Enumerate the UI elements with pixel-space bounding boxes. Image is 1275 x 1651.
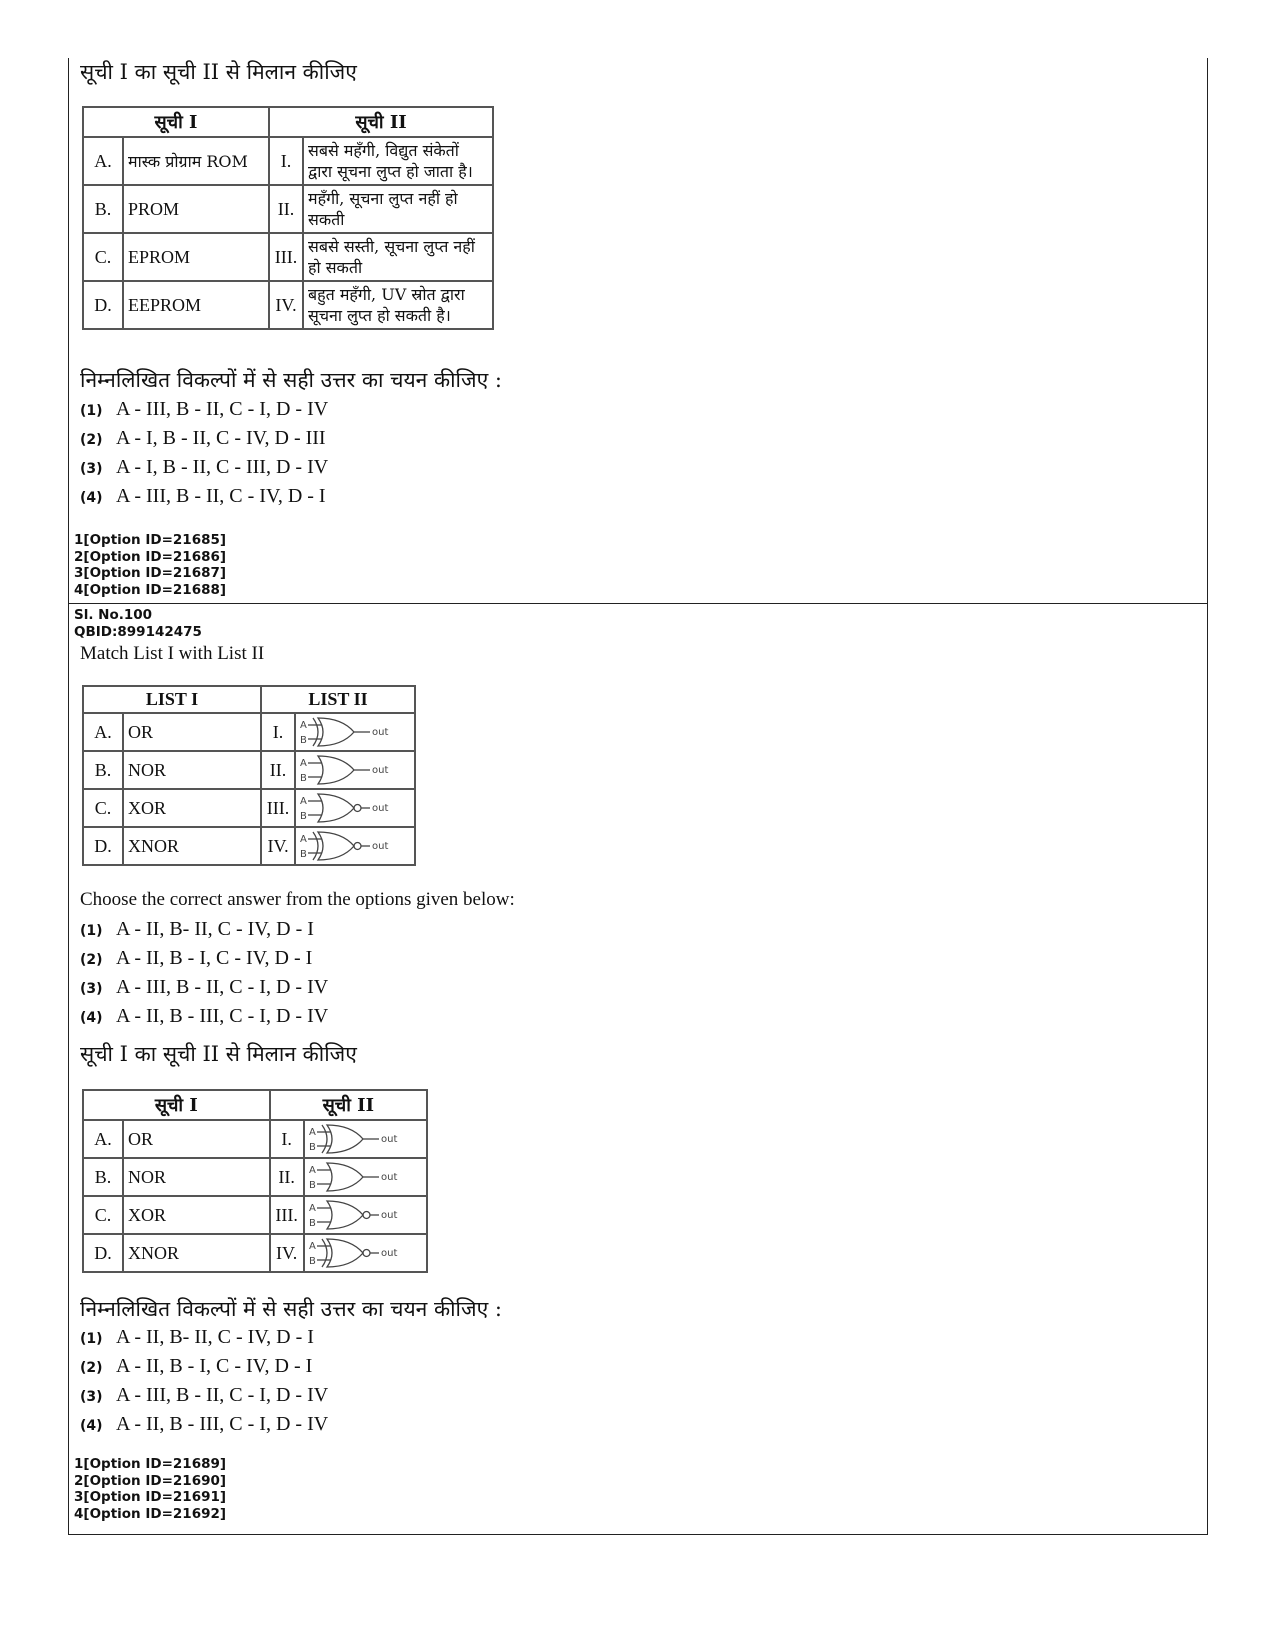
option-id: 1[Option ID=21689] — [74, 1456, 227, 1472]
q99-instruction: निम्नलिखित विकल्पों में से सही उत्तर का चयन कीजिए : — [80, 368, 502, 392]
gate-input-a-label: A — [300, 758, 307, 769]
option-text: A - I, B - II, C - III, D - IV — [116, 456, 329, 478]
row-description: सबसे महँगी, विद्युत संकेतों द्वारा सूचना लुप्त हो जाता है। — [303, 137, 493, 185]
row-term: NOR — [123, 1158, 270, 1196]
row-term: XOR — [123, 1196, 270, 1234]
row-number: III. — [269, 233, 303, 281]
gate-output-label: out — [372, 727, 389, 738]
row-letter: C. — [83, 1196, 123, 1234]
option-id: 2[Option ID=21686] — [74, 548, 227, 565]
list1-header: सूची I — [83, 107, 269, 137]
table-row — [83, 233, 493, 281]
row-number: III. — [261, 789, 295, 827]
option-number: (3) — [80, 461, 103, 477]
table-row — [83, 1196, 427, 1234]
table-row — [83, 789, 415, 827]
table-row — [83, 1234, 427, 1272]
row-letter: C. — [83, 789, 123, 827]
option-4 — [80, 485, 326, 508]
option-number: (4) — [80, 490, 103, 506]
row-term: EPROM — [123, 233, 269, 281]
gate-input-b-label: B — [308, 1218, 316, 1229]
row-letter: D. — [83, 827, 123, 865]
option-4 — [80, 1005, 328, 1028]
row-letter: A. — [83, 137, 123, 185]
row-term: OR — [123, 713, 261, 751]
q100-instruction-en: Choose the correct answer from the options given below: — [80, 889, 515, 910]
row-term: मास्क प्रोग्राम ROM — [123, 137, 269, 185]
gate-input-a-label: A — [308, 1203, 316, 1214]
option-1 — [80, 1326, 314, 1349]
option-text: A - III, B - II, C - I, D - IV — [116, 976, 329, 998]
row-letter: B. — [83, 185, 123, 233]
table-row — [83, 185, 493, 233]
gate-input-b-label: B — [308, 1180, 316, 1191]
q100-match-table-hi — [82, 1089, 428, 1273]
q100-meta — [74, 607, 202, 640]
gate-input-a-label: A — [308, 1165, 316, 1176]
row-gate — [304, 1158, 427, 1196]
gate-output-label: out — [372, 765, 389, 776]
row-description: महँगी, सूचना लुप्त नहीं हो सकती — [303, 185, 493, 233]
option-number: (2) — [80, 952, 103, 968]
option-3 — [80, 1384, 328, 1407]
gate-input-b-label: B — [308, 1142, 316, 1153]
row-gate — [304, 1196, 427, 1234]
nor-gate-icon — [298, 791, 398, 825]
gate-input-a-label: A — [300, 796, 307, 807]
q100-match-table-en — [82, 685, 416, 866]
row-number: II. — [270, 1158, 304, 1196]
row-number: IV. — [269, 281, 303, 329]
row-gate — [295, 827, 415, 865]
or-gate-icon — [307, 1160, 407, 1194]
option-id: 3[Option ID=21687] — [74, 565, 227, 581]
option-3 — [80, 456, 328, 479]
option-text: A - II, B- II, C - IV, D - I — [116, 918, 314, 940]
row-letter: D. — [83, 281, 123, 329]
gate-input-b-label: B — [300, 773, 307, 784]
list2-header: सूची II — [270, 1090, 427, 1120]
row-term: NOR — [123, 751, 261, 789]
row-description: बहुत महँगी, UV स्रोत द्वारा सूचना लुप्त हो सकती है। — [303, 281, 493, 329]
gate-output-label: out — [372, 841, 389, 852]
option-text: A - II, B - III, C - I, D - IV — [116, 1413, 329, 1435]
row-letter: D. — [83, 1234, 123, 1272]
gate-input-b-label: B — [308, 1256, 316, 1267]
option-number: (3) — [80, 981, 103, 997]
row-term: OR — [123, 1120, 270, 1158]
q100-title-en: Match List I with List II — [80, 643, 265, 664]
row-letter: B. — [83, 751, 123, 789]
row-number: II. — [261, 751, 295, 789]
q100-instruction-hi: निम्नलिखित विकल्पों में से सही उत्तर का चयन कीजिए : — [80, 1297, 502, 1321]
option-text: A - II, B - I, C - IV, D - I — [116, 1355, 313, 1377]
gate-input-a-label: A — [300, 834, 307, 845]
q99-match-table — [82, 106, 494, 330]
option-2 — [80, 1355, 312, 1378]
option-2 — [80, 947, 312, 970]
option-2 — [80, 427, 326, 450]
gate-output-label: out — [380, 1210, 398, 1221]
row-letter: A. — [83, 1120, 123, 1158]
option-number: (1) — [80, 1331, 103, 1347]
gate-input-b-label: B — [300, 735, 307, 746]
option-text: A - I, B - II, C - IV, D - III — [116, 427, 326, 449]
option-number: (1) — [80, 403, 103, 419]
gate-output-label: out — [372, 803, 389, 814]
xnor-gate-icon — [298, 829, 398, 863]
option-id: 3[Option ID=21691] — [74, 1489, 227, 1505]
option-id: 2[Option ID=21690] — [74, 1472, 227, 1489]
option-number: (4) — [80, 1418, 103, 1434]
row-number: IV. — [261, 827, 295, 865]
list2-header: LIST II — [261, 686, 415, 713]
option-number: (1) — [80, 923, 103, 939]
option-id: 4[Option ID=21688] — [74, 581, 227, 598]
gate-input-a-label: A — [300, 720, 307, 731]
table-row — [83, 713, 415, 751]
list1-header: LIST I — [83, 686, 261, 713]
question-bank-id: QBID:899142475 — [74, 623, 202, 640]
gate-output-label: out — [380, 1134, 398, 1145]
option-text: A - II, B- II, C - IV, D - I — [116, 1326, 314, 1348]
row-gate — [304, 1234, 427, 1272]
gate-input-b-label: B — [300, 849, 307, 860]
row-gate — [295, 713, 415, 751]
row-description: सबसे सस्ती, सूचना लुप्त नहीं हो सकती — [303, 233, 493, 281]
row-number: I. — [261, 713, 295, 751]
option-id: 4[Option ID=21692] — [74, 1505, 227, 1522]
option-4 — [80, 1413, 328, 1436]
option-number: (2) — [80, 432, 103, 448]
q99-title: सूची I का सूची II से मिलान कीजिए — [80, 60, 357, 84]
row-number: III. — [270, 1196, 304, 1234]
row-letter: A. — [83, 713, 123, 751]
row-term: EEPROM — [123, 281, 269, 329]
option-number: (3) — [80, 1389, 103, 1405]
row-letter: B. — [83, 1158, 123, 1196]
list1-header: सूची I — [83, 1090, 270, 1120]
option-text: A - II, B - III, C - I, D - IV — [116, 1005, 329, 1027]
table-row — [83, 281, 493, 329]
list2-header: सूची II — [269, 107, 493, 137]
gate-input-a-label: A — [308, 1127, 316, 1138]
row-term: XNOR — [123, 1234, 270, 1272]
row-gate — [304, 1120, 427, 1158]
table-row — [83, 1120, 427, 1158]
option-1 — [80, 398, 328, 421]
nor-gate-icon — [307, 1198, 407, 1232]
q100-option-ids — [74, 1456, 226, 1522]
row-number: II. — [269, 185, 303, 233]
option-id: 1[Option ID=21685] — [74, 532, 227, 548]
row-term: XNOR — [123, 827, 261, 865]
row-number: I. — [270, 1120, 304, 1158]
row-term: PROM — [123, 185, 269, 233]
gate-output-label: out — [380, 1172, 398, 1183]
question-separator — [68, 603, 1207, 604]
option-text: A - III, B - II, C - I, D - IV — [116, 398, 329, 420]
table-row — [83, 137, 493, 185]
option-number: (2) — [80, 1360, 103, 1376]
row-number: IV. — [270, 1234, 304, 1272]
table-row — [83, 1158, 427, 1196]
gate-input-a-label: A — [308, 1241, 316, 1252]
xor-gate-icon — [298, 715, 398, 749]
xnor-gate-icon — [307, 1236, 407, 1270]
option-text: A - II, B - I, C - IV, D - I — [116, 947, 313, 969]
serial-number: Sl. No.100 — [74, 607, 153, 623]
table-row — [83, 751, 415, 789]
q99-option-ids — [74, 532, 226, 598]
row-gate — [295, 789, 415, 827]
table-row — [83, 827, 415, 865]
xor-gate-icon — [307, 1122, 407, 1156]
or-gate-icon — [298, 753, 398, 787]
gate-input-b-label: B — [300, 811, 307, 822]
row-gate — [295, 751, 415, 789]
option-1 — [80, 918, 314, 941]
q100-title-hi: सूची I का सूची II से मिलान कीजिए — [80, 1042, 357, 1066]
option-3 — [80, 976, 328, 999]
row-letter: C. — [83, 233, 123, 281]
option-number: (4) — [80, 1010, 103, 1026]
row-number: I. — [269, 137, 303, 185]
row-term: XOR — [123, 789, 261, 827]
option-text: A - III, B - II, C - IV, D - I — [116, 485, 326, 507]
gate-output-label: out — [380, 1248, 398, 1259]
option-text: A - III, B - II, C - I, D - IV — [116, 1384, 329, 1406]
